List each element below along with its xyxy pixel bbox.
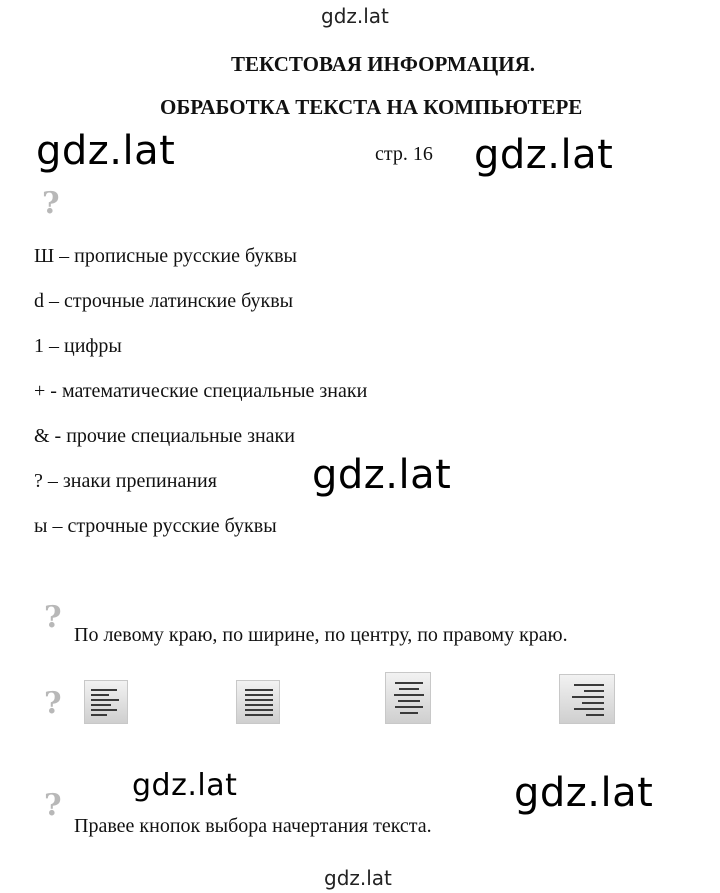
list-item: + - математические специальные знаки — [34, 380, 368, 402]
question-mark-icon: ? — [42, 186, 60, 221]
page-number: стр. 16 — [375, 143, 433, 165]
watermark-middle: gdz.lat — [312, 452, 452, 498]
list-item: 1 – цифры — [34, 335, 122, 357]
question-mark-icon: ? — [44, 600, 62, 635]
answer-alignment: По левому краю, по ширине, по центру, по правому краю. — [74, 624, 568, 646]
watermark-lower-right: gdz.lat — [514, 770, 654, 816]
title-line-2: ОБРАБОТКА ТЕКСТА НА КОМПЬЮТЕРЕ — [160, 95, 583, 119]
list-item: & - прочие специальные знаки — [34, 425, 295, 447]
watermark-right: gdz.lat — [474, 132, 614, 178]
list-item: d – строчные латинские буквы — [34, 290, 294, 312]
align-justify-icon — [236, 680, 280, 724]
list-item: ы – строчные русские буквы — [34, 515, 277, 537]
answer-position: Правее кнопок выбора начертания текста. — [74, 815, 432, 837]
align-left-icon — [84, 680, 128, 724]
question-mark-icon: ? — [44, 686, 62, 721]
watermark-left: gdz.lat — [36, 128, 176, 174]
align-center-icon — [385, 672, 431, 724]
watermark-top: gdz.lat — [321, 4, 389, 28]
watermark-bottom: gdz.lat — [324, 866, 392, 890]
list-item: ? – знаки препинания — [34, 470, 217, 492]
align-right-icon — [559, 674, 615, 724]
watermark-lower-left: gdz.lat — [132, 768, 238, 803]
list-item: Ш – прописные русские буквы — [34, 245, 297, 267]
title-line-1: ТЕКСТОВАЯ ИНФОРМАЦИЯ. — [231, 52, 536, 76]
question-mark-icon: ? — [44, 788, 62, 823]
